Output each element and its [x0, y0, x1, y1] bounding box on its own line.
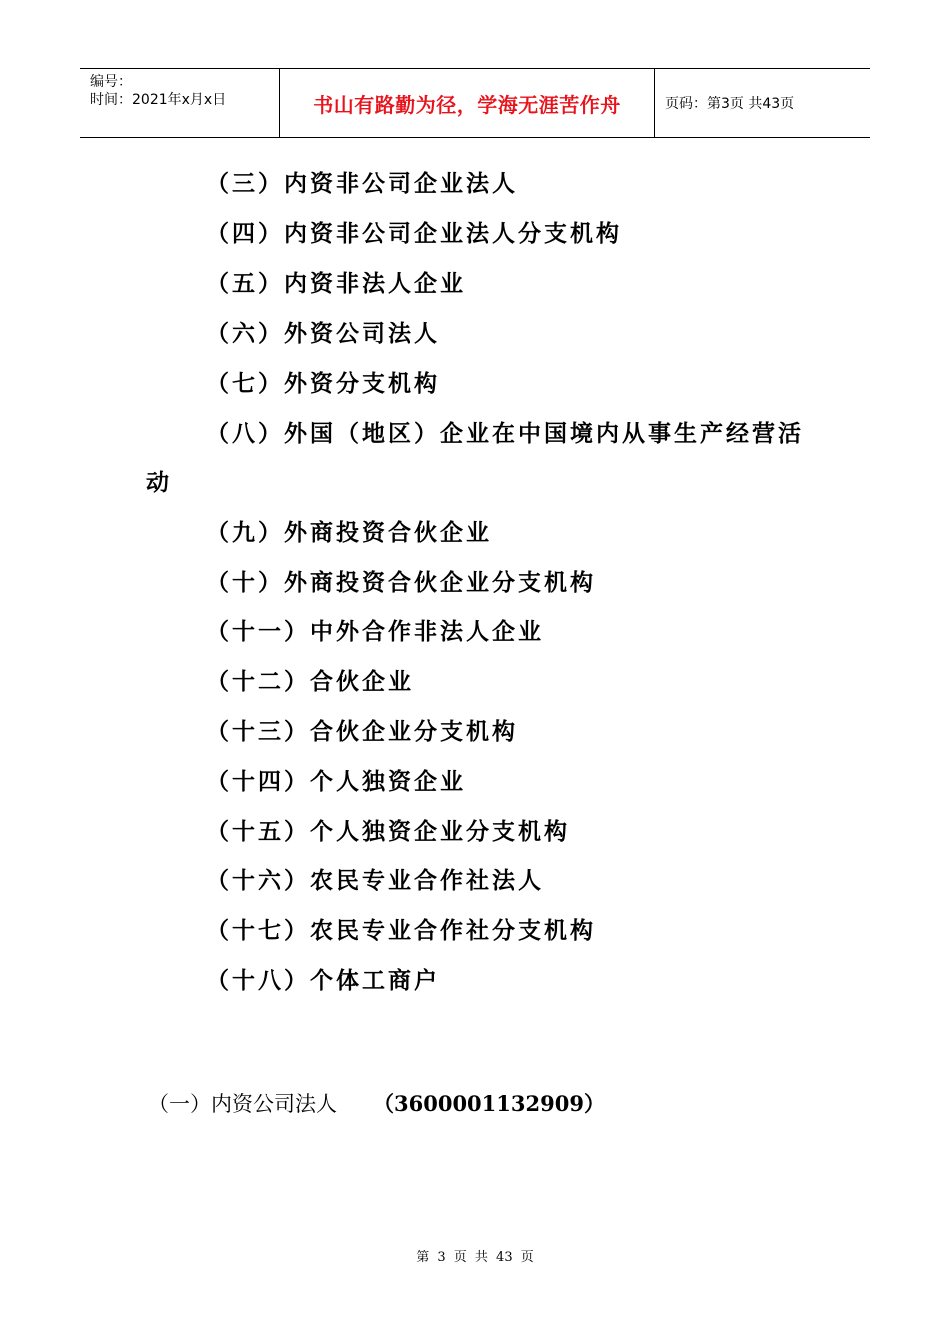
list-item: （十）外商投资合伙企业分支机构 [206, 570, 596, 596]
section-code: （3600001132909） [373, 1091, 605, 1116]
list-item: （六）外资公司法人 [206, 321, 440, 347]
list-item: （十五）个人独资企业分支机构 [206, 819, 570, 845]
list-item: （四）内资非公司企业法人分支机构 [206, 221, 622, 247]
list-item: （五）内资非法人企业 [206, 271, 466, 297]
list-item: （十四）个人独资企业 [206, 769, 466, 795]
page-header [80, 68, 870, 138]
list-item: （十三）合伙企业分支机构 [206, 719, 518, 745]
header-meta [80, 69, 280, 137]
list-item: （九）外商投资合伙企业 [206, 520, 492, 546]
page-footer: 第 3 页 共 43 页 [416, 1250, 534, 1265]
list-item: （七）外资分支机构 [206, 371, 440, 397]
list-item: （十八）个体工商户 [206, 968, 440, 994]
list-item: （十二）合伙企业 [206, 669, 414, 695]
list-item: （十一）中外合作非法人企业 [206, 619, 544, 645]
list-item: （十七）农民专业合作社分支机构 [206, 918, 596, 944]
section-heading [148, 1088, 605, 1118]
time-label: 时间：2021年x月x日 [90, 92, 227, 108]
number-label: 编号： [90, 74, 132, 90]
header-motto: 书山有路勤为径，学海无涯苦作舟 [280, 69, 655, 137]
header-page-info: 页码：第3页 共43页 [665, 96, 795, 112]
section-title: （一）内资公司法人 [148, 1092, 337, 1116]
list-item: （三）内资非公司企业法人 [206, 171, 518, 197]
list-item-continuation: 动 [146, 470, 172, 496]
list-item: （八）外国（地区）企业在中国境内从事生产经营活 [206, 421, 804, 447]
list-item: （十六）农民专业合作社法人 [206, 868, 544, 894]
